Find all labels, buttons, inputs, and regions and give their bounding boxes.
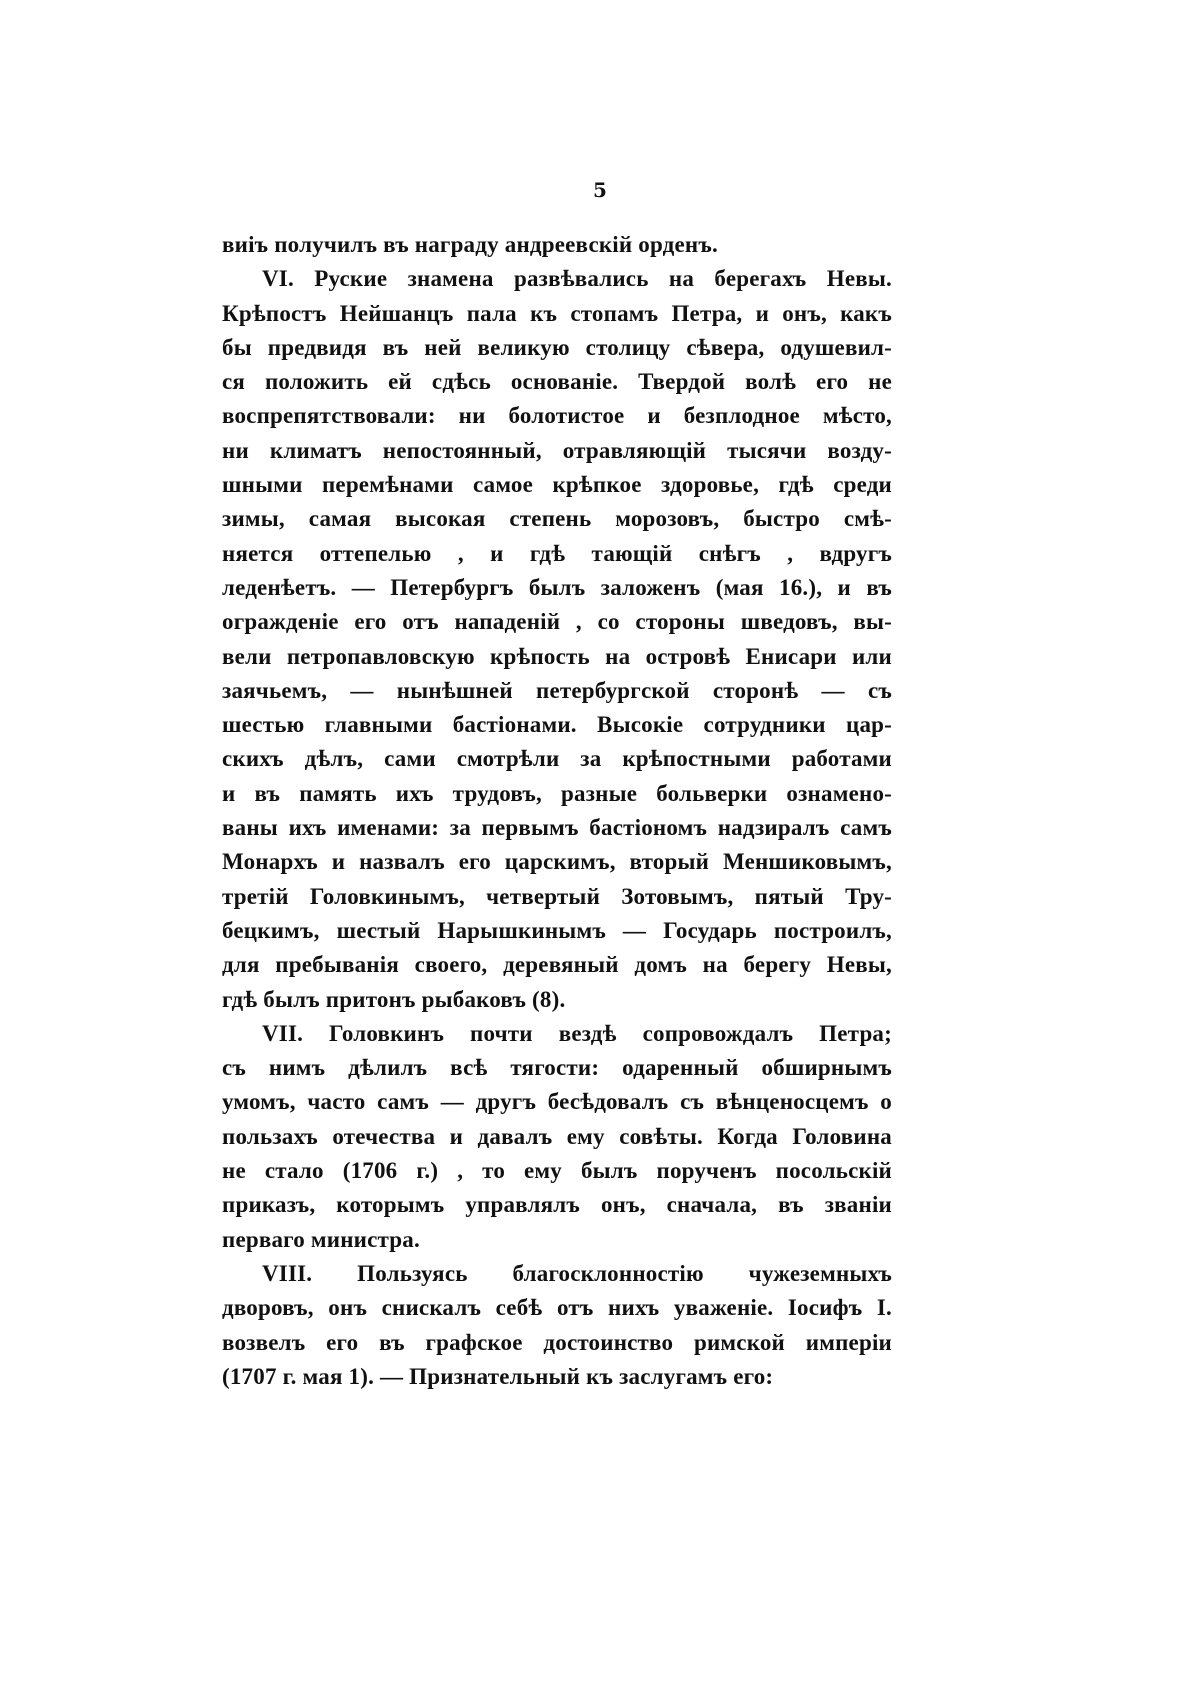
text-line: ся положить ей сдѣсь основаніе. Твердой волѣ его не — [222, 369, 892, 395]
text-line: дворовъ, онъ снискалъ себѣ отъ нихъ уваженіе. Іосифъ I. — [222, 1295, 892, 1321]
text-line: съ нимъ дѣлилъ всѣ тягости: одаренный обширнымъ — [222, 1055, 892, 1081]
text-line: няется оттепелью , и гдѣ тающій снѣгъ , вдругъ — [222, 540, 892, 566]
text-line: бецкимъ, шестый Нарышкинымъ — Государь построилъ, — [222, 917, 892, 943]
text-line: для пребыванія своего, деревяный домъ на берегу Невы, — [222, 952, 892, 978]
text-line: VIII. Пользуясь благосклонностію чужеземныхъ — [262, 1260, 892, 1286]
text-line: Крѣпостъ Нейшанцъ пала къ стопамъ Петра, и онъ, какъ — [222, 300, 892, 326]
text-line: зимы, самая высокая степень морозовъ, быстро смѣ- — [222, 506, 892, 532]
text-line: скихъ дѣлъ, сами смотрѣли за крѣпостными работами — [222, 746, 892, 772]
text-line: леденѣетъ. — Петербургъ былъ заложенъ (мая 16.), и въ — [222, 574, 892, 600]
text-line: VII. Головкинъ почти вездѣ сопровождалъ Петра; — [262, 1020, 892, 1046]
text-line: шестью главными бастіонами. Высокіе сотрудники цар- — [222, 712, 892, 738]
text-line: не стало (1706 г.) , то ему былъ порученъ посольскій — [222, 1158, 892, 1184]
paragraph — [222, 1257, 892, 1394]
body-text — [222, 228, 892, 1394]
paragraph — [222, 1017, 892, 1257]
text-line: виіъ получилъ въ награду андреевскій орденъ. — [222, 232, 718, 257]
paragraph — [222, 262, 892, 1017]
text-line: (1707 г. мая 1). — Признательный къ заслугамъ его: — [222, 1363, 774, 1389]
text-line: шными перемѣнами самое крѣпкое здоровье, гдѣ среди — [222, 472, 892, 498]
text-line: воспрепятствовали: ни болотистое и безплодное мѣсто, — [222, 403, 892, 429]
text-line: возвелъ его въ графское достоинство римской имперіи — [222, 1329, 892, 1355]
text-line: третій Головкинымъ, четвертый Зотовымъ, пятый Тру- — [222, 883, 892, 909]
text-line: пользахъ отечества и давалъ ему совѣты. Когда Головина — [222, 1123, 892, 1149]
text-line: приказъ, которымъ управлялъ онъ, сначала, въ званіи — [222, 1192, 892, 1218]
text-line: Монархъ и назвалъ его царскимъ, вторый Меншиковымъ, — [222, 849, 892, 875]
text-line: VI. Руские знамена развѣвались на берегахъ Невы. — [262, 266, 892, 292]
text-line: перваго министра. — [222, 1226, 420, 1252]
paragraph — [222, 228, 892, 262]
text-line: бы предвидя въ ней великую столицу сѣвера, одушевил- — [222, 334, 892, 360]
text-line: ни климатъ непостоянный, отравляющій тысячи возду- — [222, 437, 892, 463]
text-line: ваны ихъ именами: за первымъ бастіономъ надзиралъ самъ — [222, 815, 892, 841]
text-line: огражденіе его отъ нападеній , со стороны шведовъ, вы- — [222, 609, 892, 635]
page-number: 5 — [593, 178, 607, 202]
text-line: заячьемъ, — нынѣшней петербургской сторонѣ — съ — [222, 677, 892, 703]
text-line: умомъ, часто самъ — другъ бесѣдовалъ съ вѣнценосцемъ о — [222, 1089, 892, 1115]
text-line: гдѣ былъ притонъ рыбаковъ (8). — [222, 986, 566, 1012]
text-line: вели петропавловскую крѣпость на островѣ Енисари или — [222, 643, 892, 669]
text-line: и въ память ихъ трудовъ, разные больверки ознамено- — [222, 780, 892, 806]
